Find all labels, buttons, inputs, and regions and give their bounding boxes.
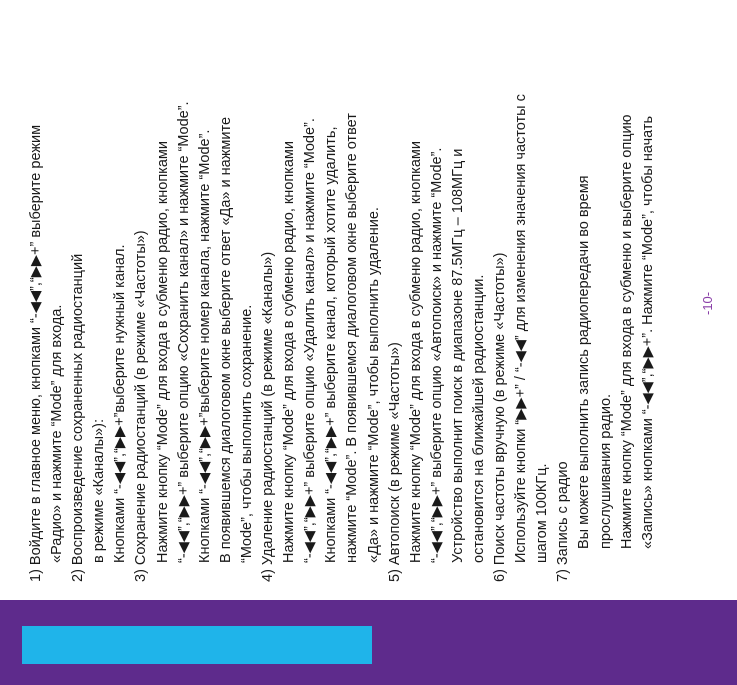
text-line: остановится на ближайшей радиостанции.: [470, 274, 487, 563]
text-line: 6) Поиск частоты вручную (в режиме «Частоты»): [492, 252, 509, 582]
text-line: Нажмите кнопку “Mode” для входа в субменю радио, кнопками: [407, 141, 424, 563]
text-line: Устройство выполнит поиск в диапазоне 87.5МГц – 108МГц и: [449, 148, 466, 563]
bottom-color-band: [0, 600, 737, 685]
text-line: “-◀◀”,“▶▶+” выберите опцию «Сохранить канал» и нажмите “Mode”.: [175, 101, 192, 563]
text-line: «Да» и нажмите “Mode”, чтобы выполнить удаление.: [365, 207, 382, 563]
text-line: Кнопками “-◀◀”,“▶▶+” выберите канал, который хотите удалить,: [323, 126, 340, 563]
text-line: “Mode”, чтобы выполнить сохранение.: [238, 304, 255, 563]
text-line: шагом 100КГц.: [534, 463, 551, 563]
text-line: нажмите “Mode”. В появившемся диалоговом окне выберите ответ: [344, 113, 361, 563]
text-line: “-◀◀”,“▶▶+” выберите опцию «Удалить канал» и нажмите “Mode”.: [302, 118, 319, 563]
text-line: 1) Войдите в главное меню, кнопками “-◀◀”,“▶▶+” выберите режим: [28, 124, 44, 582]
cyan-accent-block: [22, 626, 372, 664]
instructions-text: [26, 0, 659, 582]
page-number: -10-: [700, 291, 715, 315]
text-line: прослушивания радио.: [597, 393, 614, 549]
text-line: 2) Воспроизведение сохраненных радиостанций: [70, 253, 87, 582]
text-line: Вы можете выполнить запись радиопередачи во время: [576, 175, 593, 549]
text-line: Нажмите кнопку “Mode” для входа в субменю радио, кнопками: [281, 141, 298, 563]
text-line: «Запись» кнопками “-◀◀”,“▶▶+”. Нажмите “Mode”, чтобы начать: [639, 115, 656, 549]
text-line: 3) Сохранение радиостанций (в режиме «Частоты»): [133, 230, 150, 582]
text-line: Нажмите кнопку “Mode” для входа в субменю и выберите опцию: [618, 114, 635, 549]
text-line: 5) Автопоиск (в режиме «Частоты»): [386, 342, 403, 582]
text-line: 4) Удаление радиостанций (в режиме «Каналы»): [260, 251, 277, 582]
text-line: Кнопками “-◀◀”,“▶▶+”выберите нужный канал.: [112, 244, 129, 563]
text-line: Кнопками “-◀◀”,“▶▶+”выберите номер канала, нажмите “Mode”.: [196, 129, 213, 563]
text-line: Используйте кнопки “▶▶+” / “-◀◀” для изменения значения частоты с: [513, 94, 530, 563]
text-line: В появившемся диалоговом окне выберите ответ «Да» и нажмите: [217, 116, 234, 563]
text-line: «Радио» и нажмите “Mode” для входа.: [49, 304, 66, 563]
text-line: Нажмите кнопку “Mode” для входа в субменю радио, кнопками: [154, 141, 171, 563]
text-line: 7) Запись с радио: [555, 461, 572, 582]
text-line: “-◀◀”,“▶▶+” выберите опцию «Автопоиск» и нажмите “Mode”.: [428, 147, 445, 563]
text-line: в режиме «Каналы»):: [91, 418, 108, 563]
